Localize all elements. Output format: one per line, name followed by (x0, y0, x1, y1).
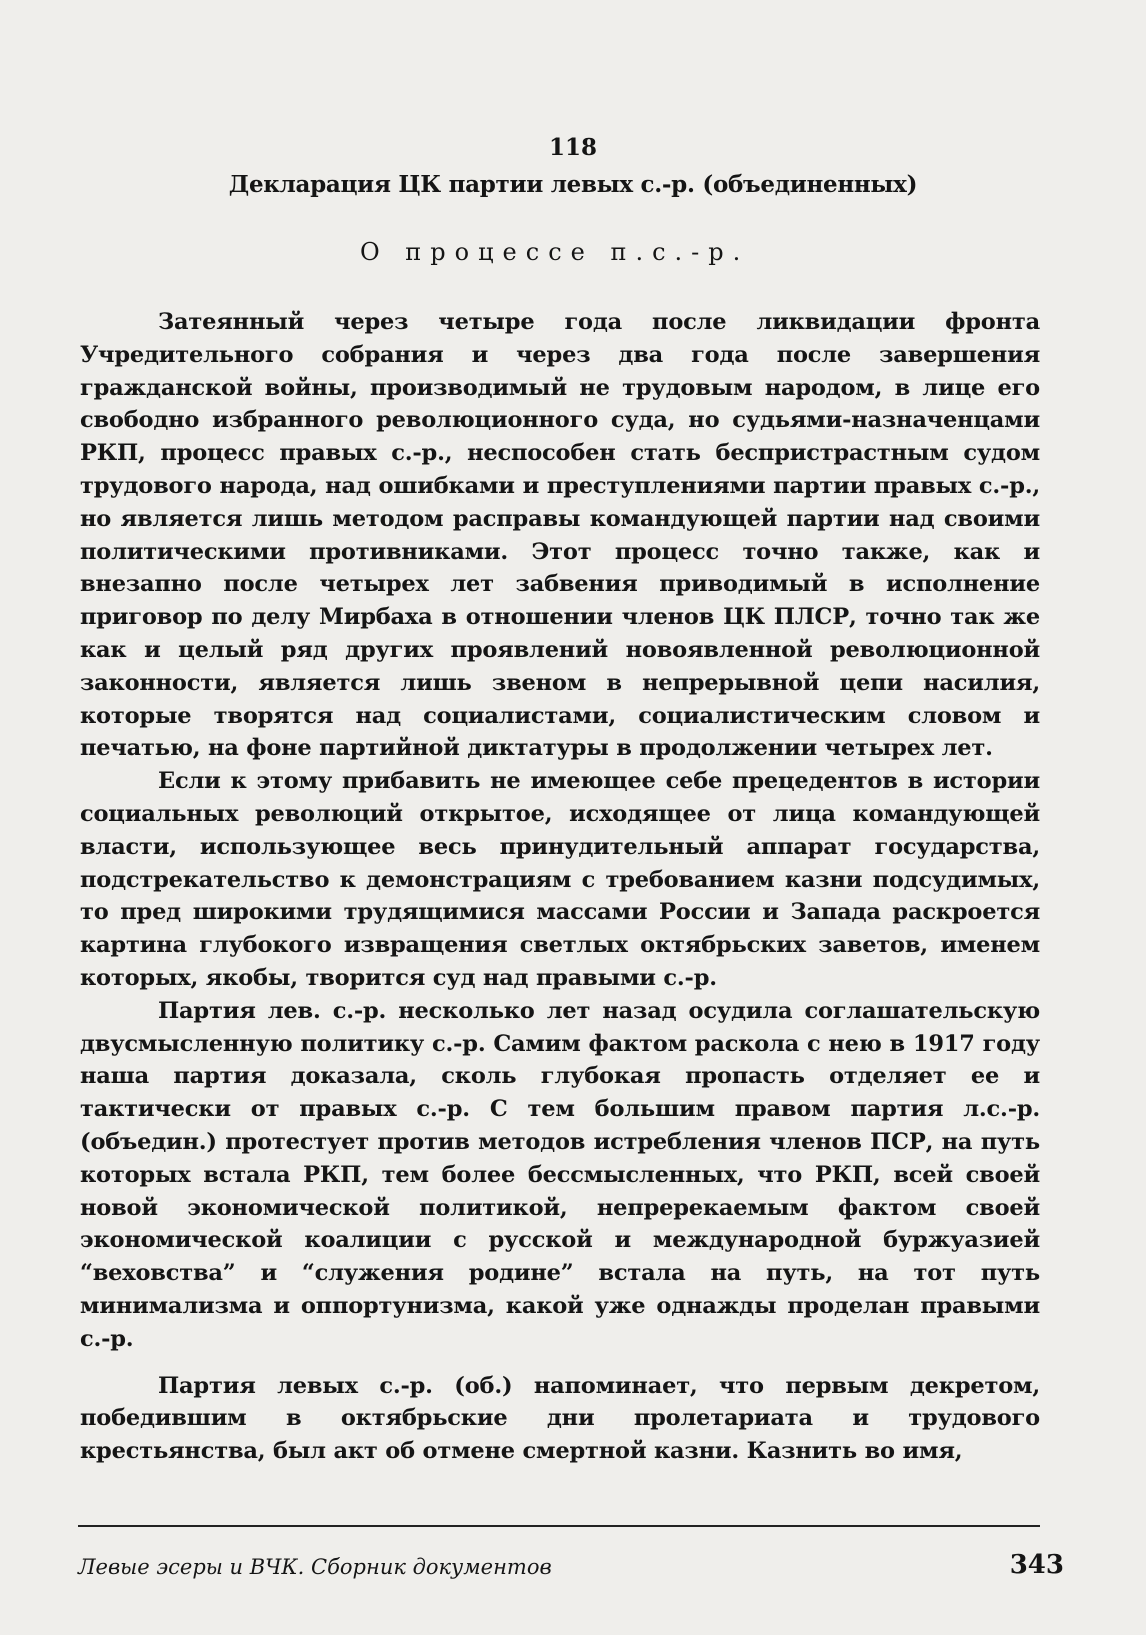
paragraph-1: Затеянный через четыре года после ликвидации фронта Учредительного собрания и через два года после завершения гражданской войны, производимый не трудовым народом, в лице его свободно избранного революционного суда, но судьями-назначенцами РКП, процесс правых с.-р., неспособен стать беспристрастным судом трудового народа, над ошибками и преступлениями партии правых с.-р., но является лишь методом расправы командующей партии над своими политическими противниками. Этот процесс точно также, как и внезапно после четырех лет забвения приводимый в исполнение приговор по делу Мирбаха в отношении членов ЦК ПЛСР, точно так же как и целый ряд других проявлений новоявленной революционной законности, является лишь звеном в непрерывной цепи насилия, которые творятся над социалистами, социалистическим словом и печатью, на фоне партийной диктатуры в продолжении четырех лет. (80, 309, 1040, 762)
paragraph-3: Партия лев. с.-р. несколько лет назад осудила соглашательскую двусмысленную политику с.-р. Самим фактом раскола с нею в 1917 году наша партия доказала, сколь глубокая пропасть отделяет ее и тактически от правых с.-р. С тем большим правом партия л.с.-р. (объедин.) протестует против методов истребления членов ПСР, на путь которых встала РКП, тем более бессмысленных, что РКП, всей своей новой экономической политикой, непререкаемым фактом своей экономической коалиции с русской и международной буржуазией “веховства” и “служения родине” встала на путь, на тот путь минимализма и оппортунизма, какой уже однажды проделан правыми с.-р. (80, 997, 1040, 1352)
paragraph-2: Если к этому прибавить не имеющее себе прецедентов в истории социальных революций открытое, исходящее от лица командующей власти, использующее весь принудительный аппарат государства, подстрекательство к демонстрациям с требованием казни подсудимых, то пред широкими трудящимися массами России и Запада раскроется картина глубокого извращения светлых октябрьских заветов, именем которых, якобы, творится суд над правыми с.-р. (80, 768, 1040, 991)
document-body (80, 306, 1040, 1468)
paragraph-4: Партия левых с.-р. (об.) напоминает, что первым декретом, победившим в октябрьские дни пролетариата и трудового крестьянства, был акт об отмене смертной казни. Казнить во имя, (80, 1372, 1040, 1465)
footer-divider (78, 1525, 1040, 1527)
footer-book-title: Левые эсеры и ВЧК. Сборник документов (78, 1555, 552, 1579)
page-number: 343 (1009, 1550, 1064, 1580)
document-number: 118 (548, 134, 597, 161)
document-subtitle: О процессе п.с.-р. (360, 238, 750, 266)
document-title: Декларация ЦК партии левых с.-р. (объединенных) (228, 171, 918, 198)
